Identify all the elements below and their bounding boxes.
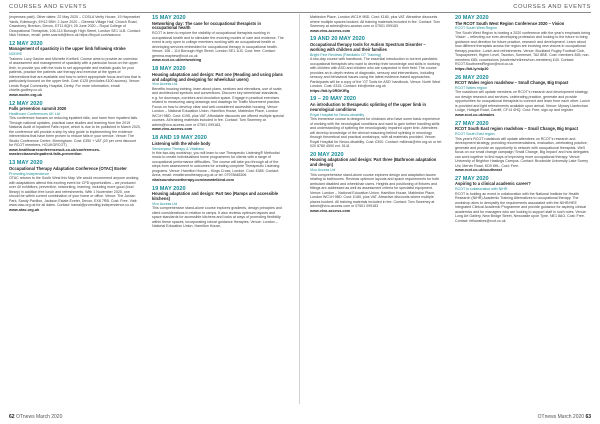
event-description: This immersive course is designed for clinicians who have some basic experience of working with the neurological conditions and want to gain further handling skills and understanding of splinting the neurologically impaired upper limb. Attendees will develop knowledge of the clinical reasoning behind splinting in neurology through theoretical and practical workshops, with all materials provided. Venue: Royal Hospital for Neuro-disability. Cost: £300. Contact: milliecsi@rhn.org.uk or tel: 020 8780 4500 ext. 5141 (310, 117, 442, 149)
page-number-right: 63 (585, 414, 591, 420)
running-header-left: COURSES AND EVENTS (9, 4, 87, 10)
event-description: This comprehensive stand-alone course explores design and adaptation issues relating to bathrooms. Reviews optimum layouts and space requirements for both ambulant disabled and wheelchair users. Heights and positioning of fixtures and fittings are addressed as well as assessment criteria for specialist equipment. Venue: London – National Education Union, Hamilton House, Mabledon Place, London WC1H 9BD. Cost: £180, plus VAT. Attractive discounts where multiple places booked. All training materials included in fee. Contact: Tom Sweeney at admin@vivo-access.com or 07501 099183 (310, 172, 440, 209)
event-link[interactable]: www.vivo-access.com (310, 208, 351, 213)
event-title: Listening with the whole body (152, 140, 211, 146)
event-listing (9, 41, 141, 97)
event-date: 27 MAY 2020 (455, 175, 489, 182)
event-date: 18 AND 19 MAY 2020 (152, 135, 207, 142)
event-title: Housing adaptation and design: Part three (Bathroom adaptation and design) (310, 157, 437, 168)
event-date: 19 MAY 2020 (152, 185, 186, 192)
event-organiser: RCOT in collaboration with NIHR (455, 187, 508, 192)
event-date: 19 – 20 MAY 2020 (310, 96, 357, 103)
event-listing (9, 160, 141, 212)
event-date: 27 MAY 2020 (455, 120, 489, 127)
event-organiser: Vivo Access Ltd (310, 168, 336, 173)
event-title: Management of spasticity in the upper limb following stroke (9, 46, 126, 52)
column-1 (9, 15, 141, 405)
event-organiser: Vivo Access Ltd (152, 82, 178, 87)
event-date: 19 AND 20 MAY 2020 (310, 36, 365, 43)
page-number-left: 62 (9, 414, 15, 420)
event-organiser: RCOT South East region (455, 132, 495, 137)
event-description: In this two-day workshop, you will learn to use Therapeutic Listening® Methodist music to create individualised home programmes for clients with a range of occupational performance difficulties. The course will take you through all of the steps from assessment to outcomes for creating complete Therapeutic Listening programs. Venue: Hamilton House – Kings Cross, London. Cost: £385. Contact: Anna, email: emaileranotherapy.org.uk or tel: 07978648306 (152, 150, 280, 178)
column-3 (310, 15, 442, 405)
event-listing (152, 186, 284, 229)
event-title: Occupational Therapy Adaptation Conference (OTAC) Exeter (9, 165, 127, 171)
event-description: OTAC returns to the South West this May. We would recommend anyone working with adaptations attend this exciting event for CPD opportunities – we produced over 40 exhibitors, preventive, networking, learning, including more good (loud library) in addition free lunch and refreshments. With 1 November 2020, one should be within current combination of your home or office. Venue: The Jordan Park, Sandy Pavilion, Jackson Estate Exeter, Devon, EX6 7RB. Cost: Free. Visit: www.otac.org.uk for all dates. Contact: kamal@promoting-independence.co.uk (9, 176, 139, 208)
event-date: 20 MAY 2020 (455, 15, 489, 21)
event-description: A two-day course with handbook. The essential introduction to current paediatric occupational therapists who want to develop their knowledge and skills in working with children with ASD and children who are suspected in their field. The course provides an in-depth review of diagnostic, sensory and interventions, including sensory and behavioral issues using the latest evidence-based approaches. Participants will be a copy of the 'OT Tools for ASD' handbook. Venue: North West London. Cost: £315. Contact: info@mike.org.uk (310, 57, 441, 89)
event-organiser: Healthcare Conferences UK Ltd (9, 111, 60, 116)
event-organiser: RCOT Wales region (455, 86, 487, 90)
column-2 (152, 15, 284, 405)
event-description: The South West Region is hosting a 2020 conference with the year's emphasis being 'Vision' – reflecting our ever-developing profession and looking to the future to bring guidance and direction for future practice, research and development. Learn about how different therapists across the region are evolving new visions in occupational therapy practice. Lunch and refreshments. Venue: Buckland Rugby Football Club, Torquaystreet, Higher Level, Taunton, Somerset, TA2 8BE. Cost: members £65; non-members £85; concessions (students/retirees/non-members) £40. Contact: RCOT.SouthwestRegion@rcot.co.uk (455, 30, 591, 67)
event-link[interactable]: www.rcot.co.uk/southeast (455, 168, 502, 172)
event-description: This year's RCOT roadshow will update attendees on RCOT's research and development strategy, providing recommendations, evaluation, celebrating practice, generate and provide an opportunity to network with occupational therapists. We'll focus on our small change campaign 'Small Change, Big Impact' and how delegates can work together to find ways of improving more occupational therapy. Venue: University of Brighton Hastings Campus. Contact: Brookside University Lake Surrey Uni, Mervin Road, KD9 8HL. Cost: Free. (455, 136, 589, 168)
event-organiser: Royal Hospital for Neuro-disability (310, 112, 365, 117)
event-title: The RCOT South West Region Conference 2020 – Vision (455, 20, 565, 26)
event-listing (310, 152, 442, 213)
event-description: Benefits housing training, learn about plans, sections and elevations, use of scale, and architectural symbols and conventions. Discover key wheelchair standards, e.g. for doorways, corridors and circulation space. Engage in practical exercises related to measuring using drawings and drawings for Traffic Movement practice. Focus on how to develop clear and well-considered accessible housing. Venue: London – National Education Union, Hamilton House, Mabledon Place, London WC1H 9BD. Cost: £195, plus VAT. Affordable discounts are offered multiple special courses. All training materials included in fee. Contact: Tom Sweeney at admin@vivo-access.com or 07501 099183, (152, 86, 284, 127)
event-date: 18 MAY 2020 (152, 66, 186, 73)
event-listing (9, 101, 141, 158)
event-organiser: Promoting Independence (9, 171, 50, 176)
continued-text: (expenses paid). Other dates: 22 May 2020 – COSLA Verity House, 19 Haymarket Yards, Edinburgh, EH12 5BH; 2 June 2020 – Glenesk Village Hall, Church Road, Cawsborry, Brenton, Devon, DT11 8QH; 25 June 2020 – Royal College of Occupational Therapists, 106-114 Borough High Street, London SE1 1LB. Contact: Nick Hobson, email: peter.scarrott@lincs.uk https://tinyurl.com/waxuxc (9, 15, 141, 38)
event-title: Housing adaptation and design: Part two (Ramps and accessible kitchens) (152, 191, 279, 202)
page-spine (299, 14, 300, 404)
event-listing (310, 96, 442, 148)
event-link[interactable]: www.otac.org.uk (9, 207, 40, 212)
event-link[interactable]: www.rcot.co.uk/wales (455, 112, 495, 117)
column-4 (455, 15, 591, 405)
event-listing (152, 66, 284, 132)
event-title: An introduction to therapeutic splinting of the upper limb in neurological conditions (310, 101, 426, 112)
publication-name-left: OTnews March 2020 (15, 414, 63, 420)
event-title: Networking day: The case for occupational therapists in occupational health (152, 20, 261, 31)
event-description: This comprehensive stand-alone course explores gradients, design principles and client considerations in relation to ramps. It also reviews optimum layouts and space standards for accessible kitchens and looks at ways of promoting flexibility within these spaces, incorporating robust guidance therapies. Venue: London – National Education Union, Hamilton House, (152, 206, 282, 229)
event-listing (455, 15, 591, 71)
event-link[interactable]: www.nodre.org.uk (9, 92, 42, 97)
event-title: Occupational therapy tools for Autism Spectrum Disorder – working with children and their families (310, 41, 426, 52)
event-date: 20 MAY 2020 (310, 151, 344, 158)
event-organiser: Vivo Access Ltd (152, 202, 178, 206)
event-organiser: Bright Fine Reviews (Paediatric OT Training) (310, 52, 382, 57)
event-link[interactable]: www.vivo-access.com (152, 127, 193, 132)
event-description: Trainers: Lucy Gavine and Michelle Kurthell. Course aims to provide an overview of assessment and management of spasticity with a particular focus on the upper limb, to provide you with the tools to set appropriate and realistic goals for your patients, practice the patients use therapy and exercise at the types of interventions that are available and how to select appropriate focus and how that is particularly focused on the upper limb. Cost: £125 (excludes £100 access). Venue: Leeds Royal Community Hospital, Derby. For more information, email: charlie.godfrey.co.uk (9, 56, 141, 93)
event-title: RCOT South East region roadshow – Small Change, Big Impact (455, 126, 579, 132)
event-date: 26 MAY 2020 (455, 74, 489, 81)
event-listing (455, 176, 591, 223)
event-title: RCOT Wales region roadshow – Small Change, Big Impact (455, 80, 569, 86)
event-link[interactable]: www.healthcareconferencesuk.co.uk/conferences-masterclasses/inpatient-falls-prevention (9, 147, 101, 157)
footer-right (538, 414, 591, 420)
event-description: This conference focuses on reducing inpatient falls, and harm from inpatient falls. Through national updates, practical case studies and learning from the 2019 National Audit of Inpatient Falls report, which is due to be published in March 2020, the conference will provide a step by step guide to implementing the evidence interventions that have been proven to reduce falls in your service. Venue: The Studio Conference Centre, Birmingham. Cost: £350 + VAT (20 per cent discount for RCOT members, HCUKGRCOT) (9, 116, 141, 148)
event-organiser: Sensoryanz Therapy & Vitalitanu (152, 146, 205, 151)
event-title: Falls prevention summit 2020 (9, 106, 67, 112)
event-date: 12 MAY 2020 (9, 40, 43, 47)
continued-text: Mabledon Place, London WC1H 9BD. Cost: £180, plus VAT. Attractive discounts where multiple spaces booked. All training materials included in fee. Contact: Tom Sweeney at admin@vivo-access.com or 07501 099183 (310, 15, 440, 29)
publication-name-right: OTnews March 2020 (537, 414, 585, 420)
event-organiser: RCOT South West Region (455, 26, 498, 31)
event-link[interactable]: https://bit.ly/n4p20 (455, 66, 489, 71)
event-description: RCOT is keen to explore the visibility of occupational therapists working in occupational health and to stimulate the evolving modes of care and evidence. The event is only open to college members working with an occupational health or developing services embedded for occupational therapy in occupational health. Venue: 106 – 114 Borough High Street, London SE1 1LB. Cost: free. Contact: gemma.mayhew@rcot.co.uk (152, 31, 284, 58)
running-header-right: COURSES AND EVENTS (513, 4, 591, 10)
event-link[interactable]: https://bit.ly/2RDKIRg (310, 88, 350, 93)
event-date: 12 MAY 2020 (9, 100, 43, 107)
event-title: Housing adaptation and design: Part one (Reading and using plans and adapting and designing for wheelchair users) (152, 71, 283, 82)
event-description: RCOT is holding an event in collaboration with the National Institute for Health Research (NIHR) Academic Training Alternatives to occupational therapy. The workshop aims to demystify the requirements associated with the NIHR/HEE Integrated Clinical Academic Programme and provide guidance for aspiring clinical academics and for managers who are looking to support staff in such roles. Venue: Long Art Gallery, New Bridge Street, Newcastle upon Tyne. NE1 8AG. Cost: Free. Contact: fellowsfors@rcot.co.uk (455, 191, 587, 223)
event-date: 13 MAY 2020 (9, 160, 43, 167)
event-description: The roadshow will update members on RCOT's research and development strategy, our design research and services, celebrating practice, generate and provide opportunities for occupational therapists to connect and learn from each other. Lunch is provided and light refreshments available upon arrival. Venue: Mynwy Llanfechan Lodge, Holsgat Road, Cardiff, CF14 4HQ. Cost: Free, sign-up and register. (455, 90, 590, 113)
event-link[interactable]: vitalsoundsnowtherapy.com/wwwtelkind.com (152, 177, 234, 182)
event-listing (310, 36, 442, 93)
event-title: Aspiring to a clinical academic career? (455, 181, 531, 187)
event-listing (455, 121, 591, 173)
event-date: 15 MAY 2020 (152, 15, 186, 21)
event-link[interactable]: www.vivo-access.com (310, 28, 351, 33)
event-listing (152, 15, 284, 63)
header-rule (9, 12, 591, 13)
event-organiser: NODRE (9, 52, 22, 57)
event-listing (152, 135, 284, 182)
event-listing (455, 75, 591, 118)
event-link[interactable]: www.rcot.co.uk/networking (152, 58, 202, 63)
footer-left (9, 414, 62, 420)
